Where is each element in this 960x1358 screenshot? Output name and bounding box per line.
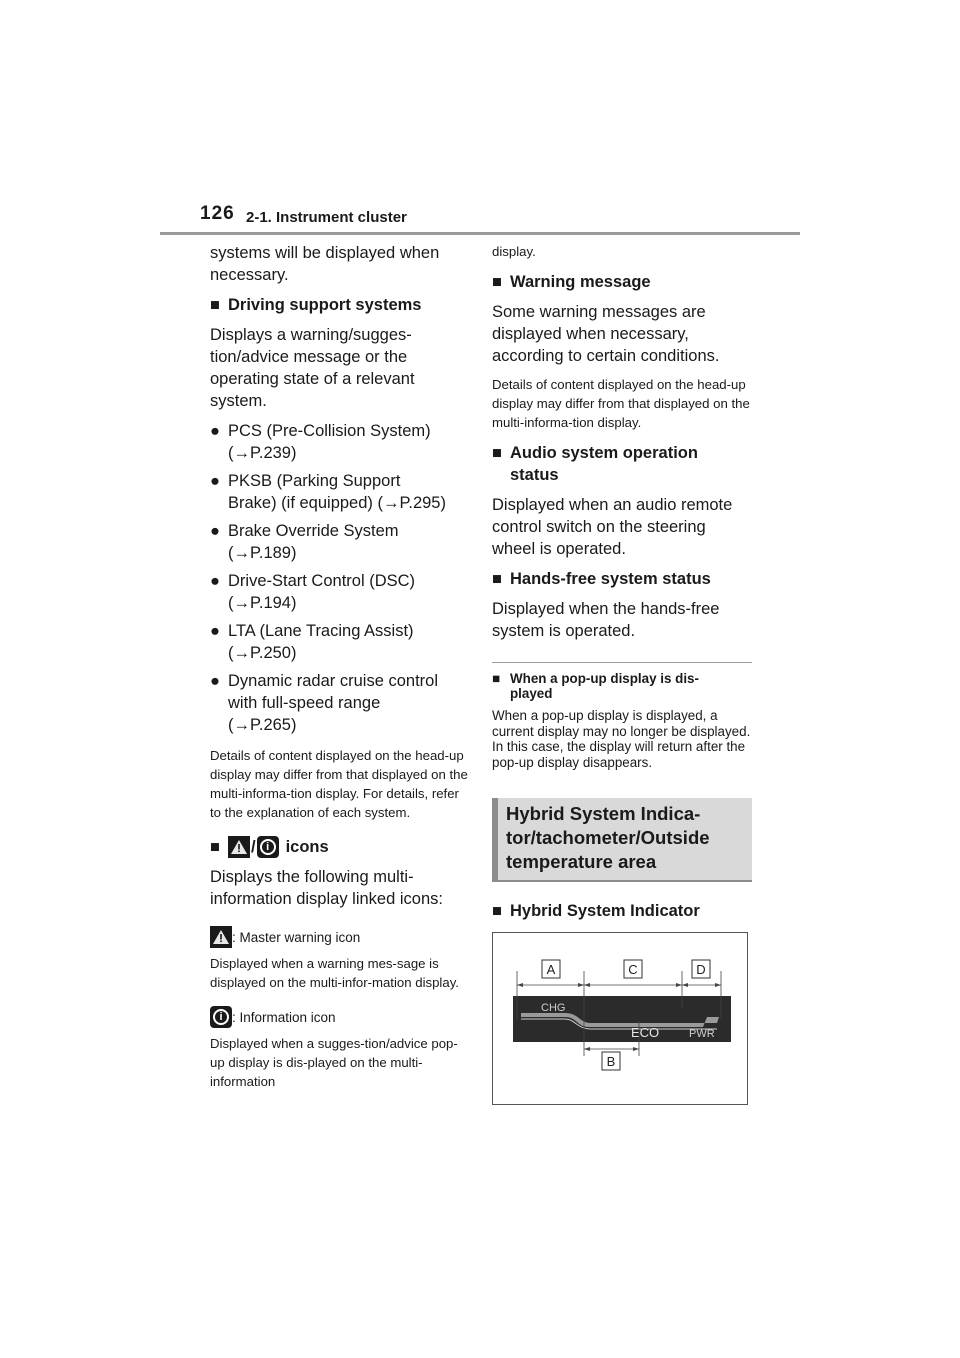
information-row — [210, 1006, 472, 1028]
square-bullet-icon: ■ — [210, 838, 220, 856]
square-bullet-icon: ■ — [492, 444, 502, 462]
svg-text:C: C — [628, 962, 638, 977]
icon-separator: / — [251, 838, 256, 856]
left-column — [210, 242, 472, 1099]
svg-text:B: B — [606, 1054, 616, 1069]
pwr-label: PWR — [689, 1028, 715, 1040]
hybrid-section-title-line: tor/tachometer/Outside — [506, 827, 710, 848]
audio-heading-line: Audio system operation — [510, 444, 698, 462]
popup-note-body: When a pop-up display is displayed, a current display may no longer be displayed. In this case, the display will return after the pop-up display disappears. — [492, 708, 751, 770]
handsfree-desc: Displayed when the hands-free system is operated. — [492, 600, 720, 640]
icons-heading-text: icons — [285, 838, 329, 856]
master-warning-label: : Master warning icon — [232, 929, 361, 945]
eco-label: ECO — [631, 1025, 660, 1040]
page-reference: (→P.194) — [228, 594, 297, 612]
hybrid-section-title-line: Hybrid System Indica- — [506, 803, 701, 824]
audio-heading — [492, 442, 752, 486]
callout-c — [624, 960, 642, 978]
svg-text:A: A — [546, 962, 556, 977]
warning-note: Details of content displayed on the head-up display may differ from that displayed on the multi-informa-tion display. — [492, 377, 750, 430]
information-icon: i — [257, 836, 279, 858]
hybrid-section-box — [492, 798, 752, 882]
bullet-dot-icon: ● — [210, 522, 220, 540]
master-warning-desc: Displayed when a warning mes-sage is displayed on the multi-infor-mation display. — [210, 956, 459, 990]
audio-heading-line: status — [510, 466, 559, 484]
list-item — [210, 520, 472, 564]
section-title: 2-1. Instrument cluster — [246, 209, 407, 226]
master-warning-row — [210, 926, 472, 948]
page-reference: (→P.239) — [228, 444, 297, 462]
list-item-line: PKSB (Parking Support — [228, 472, 401, 490]
list-item-line: with full-speed range — [228, 694, 381, 712]
chg-label: CHG — [541, 1002, 566, 1014]
header-rule — [160, 232, 800, 235]
information-icon: i — [210, 1006, 232, 1028]
bullet-dot-icon: ● — [210, 422, 220, 440]
list-item — [210, 420, 472, 464]
page-number: 126 — [200, 203, 235, 224]
page-reference: (→P.189) — [228, 544, 297, 562]
square-bullet-icon: ■ — [492, 273, 502, 291]
list-item-line: LTA (Lane Tracing Assist) — [228, 622, 414, 640]
audio-desc: Displayed when an audio remote control switch on the steering wheel is operated. — [492, 496, 733, 558]
list-item-line: Dynamic radar cruise control — [228, 672, 438, 690]
warning-heading-text: Warning message — [510, 273, 651, 291]
bullet-dot-icon: ● — [210, 472, 220, 490]
driving-support-heading — [210, 294, 472, 316]
hybrid-indicator-heading-text: Hybrid System Indicator — [510, 902, 700, 920]
square-bullet-icon: ■ — [492, 902, 502, 920]
page-reference: (→P.265) — [228, 716, 297, 734]
hybrid-section-title-line: temperature area — [506, 851, 657, 872]
popup-note-heading-line: played — [510, 686, 553, 701]
list-item-line: PCS (Pre-Collision System) — [228, 422, 431, 440]
list-item-line: Brake Override System — [228, 522, 399, 540]
popup-note-heading — [492, 671, 752, 701]
note-divider — [492, 662, 752, 663]
hybrid-indicator-heading — [492, 900, 752, 922]
callout-b — [602, 1052, 620, 1070]
bullet-dot-icon: ● — [210, 622, 220, 640]
driving-support-heading-text: Driving support systems — [228, 296, 422, 314]
square-bullet-icon: ■ — [492, 671, 501, 686]
icons-heading — [210, 836, 472, 858]
list-item — [210, 470, 472, 514]
driving-support-note: Details of content displayed on the head-up display may differ from that displayed on the multi-informa-tion display. For details, refer to the explanation of each system. — [210, 748, 468, 820]
hybrid-indicator-figure — [492, 932, 748, 1105]
page-reference: Brake) (if equipped) (→P.295) — [228, 494, 446, 512]
warning-heading — [492, 271, 752, 293]
warning-desc: Some warning messages are displayed when necessary, according to certain conditions. — [492, 303, 720, 365]
handsfree-heading — [492, 568, 752, 590]
continued-text: display. — [492, 244, 536, 259]
square-bullet-icon: ■ — [210, 296, 220, 314]
master-warning-icon — [228, 836, 250, 858]
page-reference: (→P.250) — [228, 644, 297, 662]
information-label: : Information icon — [232, 1009, 336, 1025]
intro-text: systems will be displayed when necessary. — [210, 244, 440, 284]
icons-desc: Displays the following multi-information display linked icons: — [210, 868, 443, 908]
list-item — [210, 570, 472, 614]
list-item — [210, 620, 472, 664]
popup-note-heading-line: When a pop-up display is dis- — [510, 671, 699, 686]
callout-d — [692, 960, 710, 978]
bullet-dot-icon: ● — [210, 572, 220, 590]
callout-a — [542, 960, 560, 978]
svg-text:D: D — [696, 962, 706, 977]
information-desc: Displayed when a sugges-tion/advice pop-up display is dis-played on the multi-information — [210, 1036, 458, 1089]
list-item-line: Drive-Start Control (DSC) — [228, 572, 416, 590]
bullet-dot-icon: ● — [210, 672, 220, 690]
master-warning-icon — [210, 926, 232, 948]
hybrid-indicator-diagram — [493, 933, 747, 1104]
handsfree-heading-text: Hands-free system status — [510, 570, 711, 588]
driving-support-desc: Displays a warning/sugges-tion/advice message or the operating state of a relevant system. — [210, 326, 415, 410]
list-item — [210, 670, 472, 736]
right-column — [492, 242, 752, 930]
square-bullet-icon: ■ — [492, 570, 502, 588]
